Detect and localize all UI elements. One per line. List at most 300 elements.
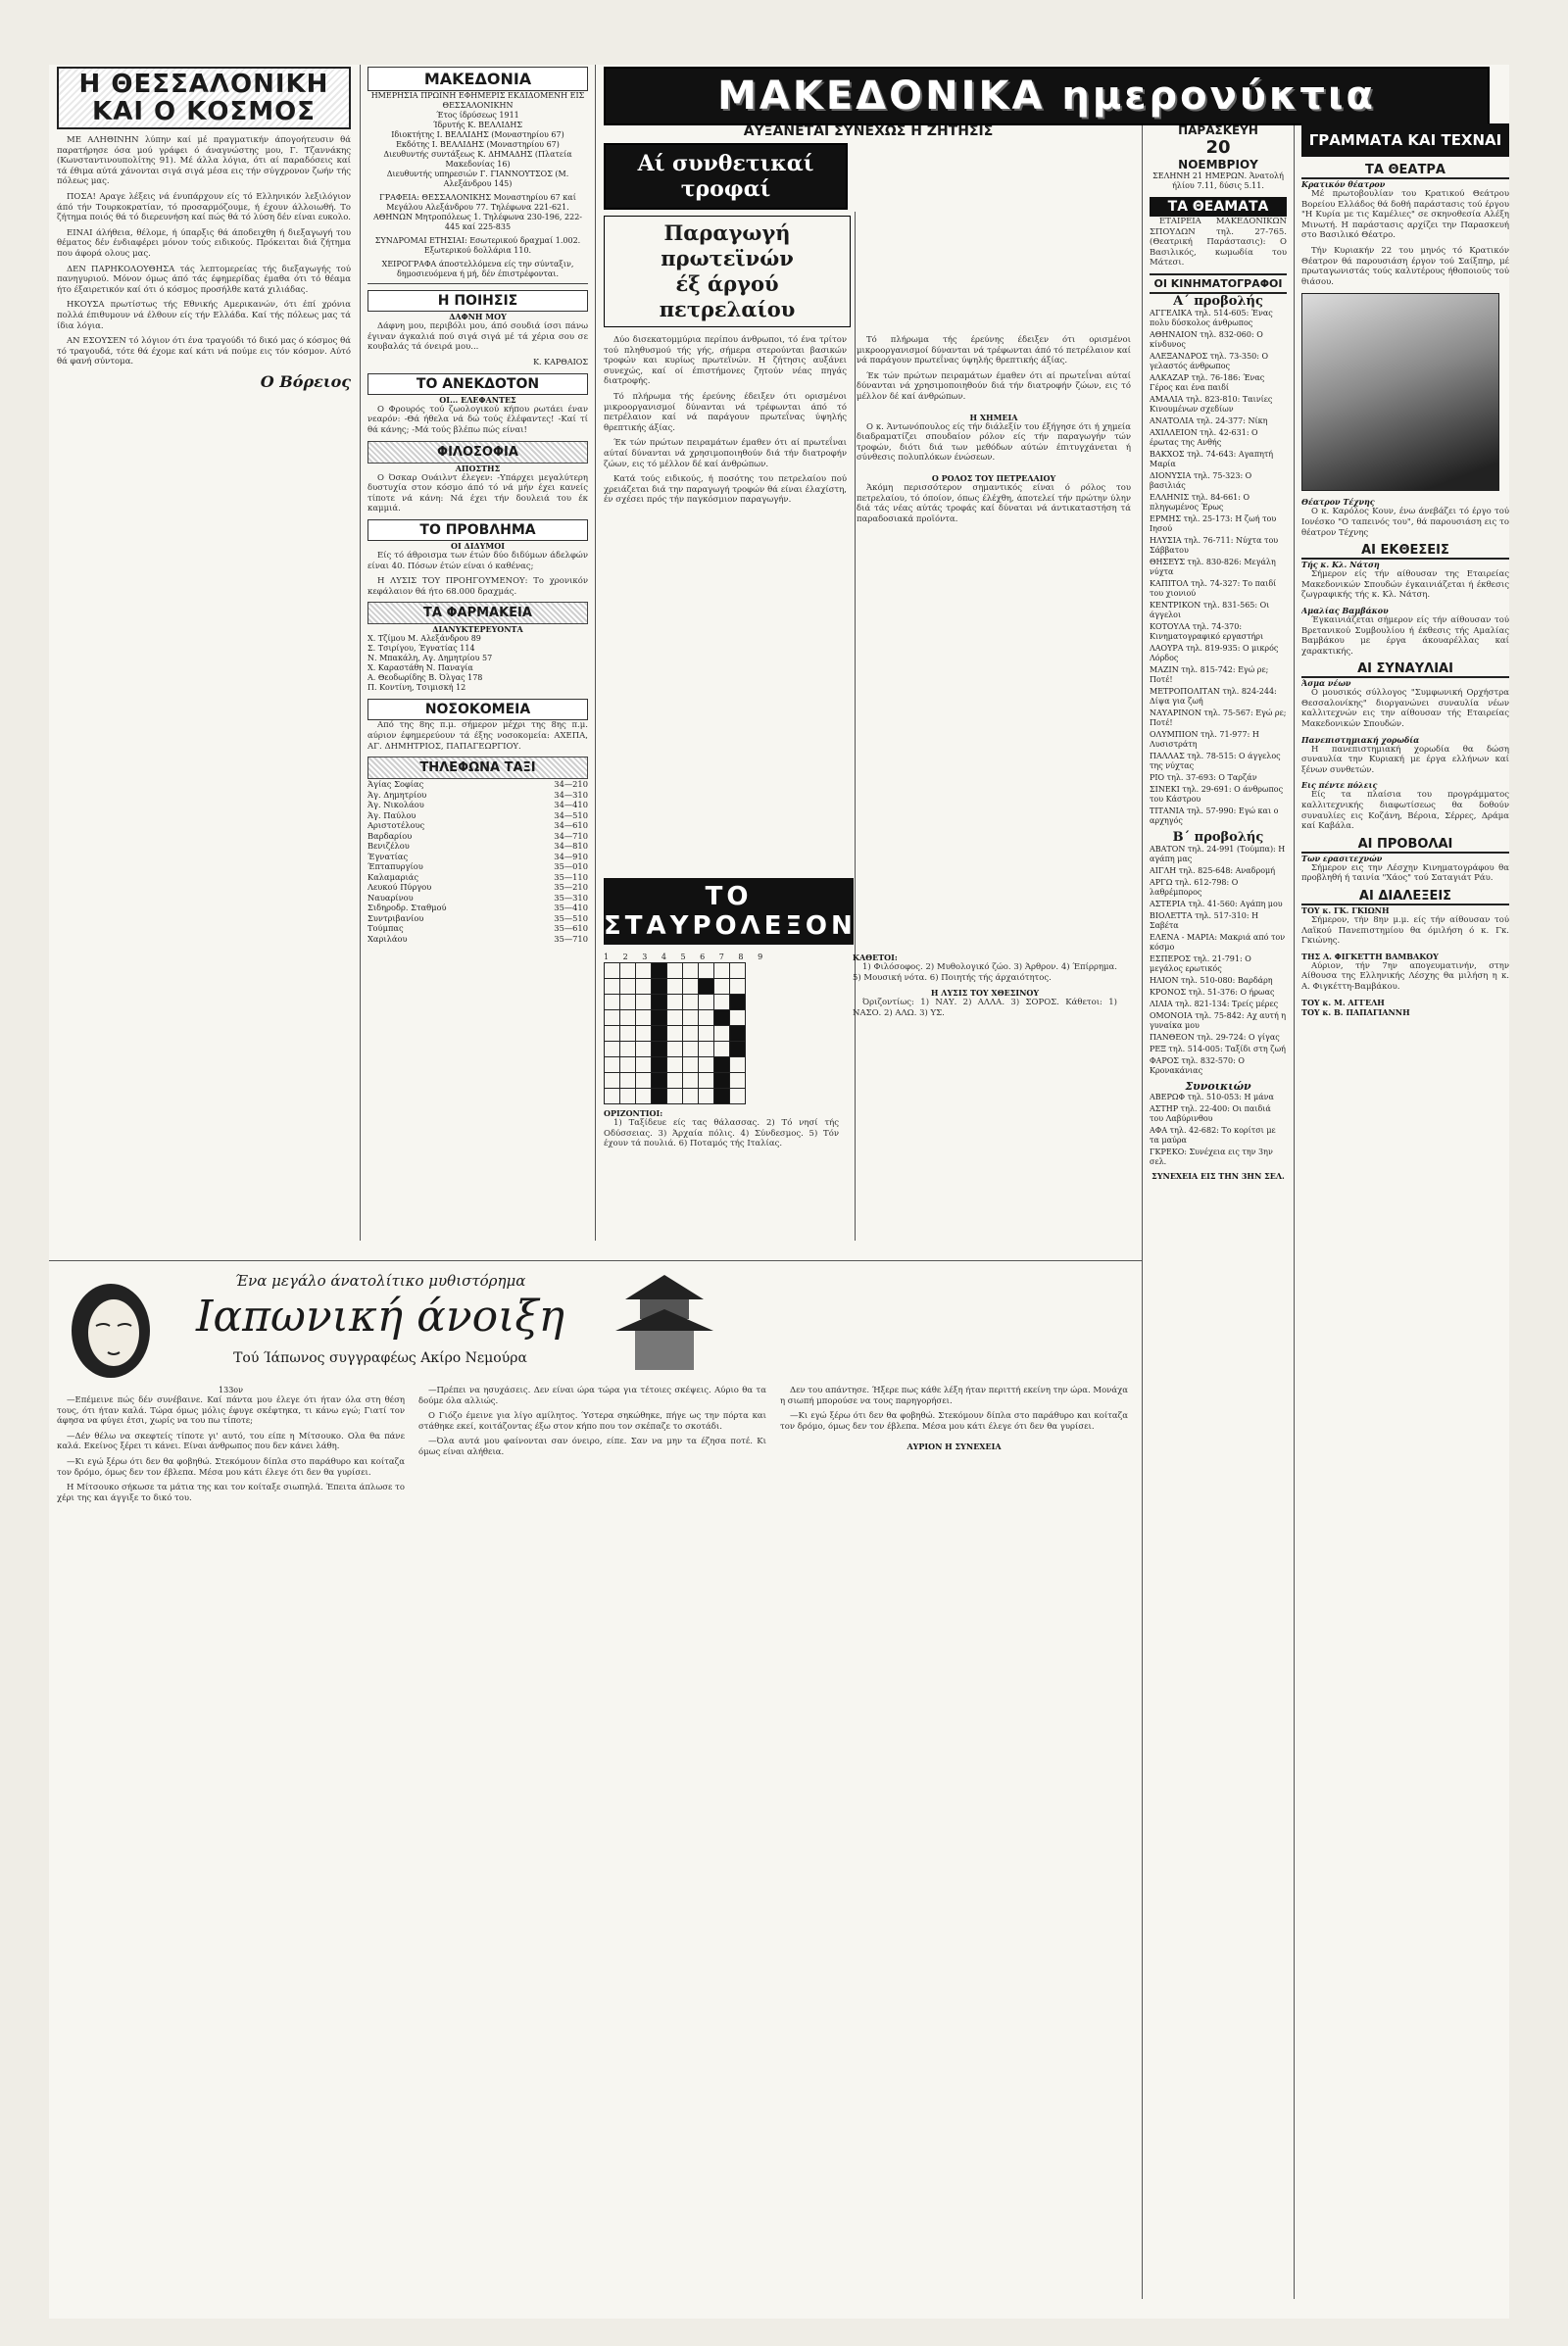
crossword-cell <box>667 995 683 1010</box>
cinema-item: ΑΡΓΩ τηλ. 612-798: Ο λαθρέμπορος <box>1150 877 1239 897</box>
hospitals-label: ΝΟΣΟΚΟΜΕΙΑ <box>368 699 588 720</box>
left-paragraph: ΔΕΝ ΠΑΡΗΚΟΛΟΥΘΗΣΑ τάς λεπτομερείας τής διεξαγωγής τού πανηγυριού. Μόνον όμως άπό τάς έφημερίδας έμαθα ότι τό θέαμα ήτο έξαιρετικόν καί ότι ό κόσμος προσήλθε κατά χιλιάδας. <box>57 264 351 295</box>
serial-heading: Ένα μεγάλο άνατολίτικο μυθιστόρημα <box>234 1272 526 1290</box>
cinema-list-b <box>1150 845 1287 1076</box>
cinema-item: ΕΛΛΗΝΙΣ τηλ. 84-661: Ο πληγωμένος Έρως <box>1150 492 1250 512</box>
cinema-list-suburbs <box>1150 1093 1287 1167</box>
left-intro: ΜΕ ΑΛΗΘΙΝΗΝ λύπην καί μέ πραγματικήν άπογοήτευσιν θά παρατήρησε όσα μού γράφει ό άναγνώστης μου, Γ. Τζαννάκης (Κωνσταντινουπολίτης 91). Μέ άλλα λόγια, ότι αί παραδόσεις καί τά έθιμα αύτά χάνονται σιγά σιγά μέσα εις τήν σύγχρονον ζωήν τής πόλεως μας. <box>57 135 351 187</box>
editor: Διευθυντής υπηρεσιών Γ. ΓΙΑΝΝΟΥΤΣΟΣ (Μ. Αλεξάνδρου 145) <box>386 170 569 188</box>
crossword-cell <box>714 1010 730 1026</box>
cinema-item: ΑΒΕΡΩΦ τηλ. 510-053: Η μάνα <box>1150 1092 1274 1101</box>
crossword-cell <box>652 1089 667 1104</box>
screenings-label: ΑΙ ΠΡΟΒΟΛΑΙ <box>1301 837 1509 854</box>
exhibitions-sub2: Αμαλίας Βαμβάκου <box>1301 605 1389 615</box>
cinema-item: ΑΒΑΤΟΝ τηλ. 24-991 (Τούμπα): Η αγάπη μας <box>1150 844 1286 863</box>
taxi-name: Άγίας Σοφίας <box>368 779 424 790</box>
taxi-number: 35—610 <box>554 923 588 934</box>
girl-portrait-icon <box>57 1272 165 1380</box>
taxi-name: Λευκού Πύργου <box>368 882 432 893</box>
cinema-item: ΡΕΞ τηλ. 514-005: Ταξίδι στη ζωή <box>1150 1044 1286 1053</box>
crossword-cell <box>605 979 620 995</box>
problem-answer: Η ΛΥΣΙΣ ΤΟΥ ΠΡΟΗΓΟΥΜΕΝΟΥ: Το χρονικόν κεφάλαιον θά ήτο 68.000 δραχμάς. <box>368 576 588 597</box>
problem-label: ΤΟ ΠΡΟΒΛΗΜΑ <box>368 519 588 541</box>
crossword-cell <box>667 1089 683 1104</box>
solution-label: Η ΛΥΣΙΣ ΤΟΥ ΧΘΕΣΙΝΟΥ <box>930 988 1040 999</box>
cinema-item: ΡΙΟ τηλ. 37-693: Ο Ταρζάν <box>1150 772 1257 782</box>
theatre-text: Τήν Κυριακήν 22 του μηνός τό Κρατικόν Θέατρον θά παρουσιάση έργον τού Σαίξπηρ, μέ πρωταγωνιστάς τούς καλυτέρους ήθοποιούς τού θιάσου. <box>1301 245 1509 287</box>
pharmacy-item: Χ. Τζίμου Μ. Αλεξάνδρου 89 <box>368 634 481 644</box>
poem: Δάφνη μου, περιβόλι μου, άπό σουδιά ίσσι πάνω έγιναν άγκαλιά πού σιγά σιγά μέ τά χέρια σου σε κουβαλάς τά όνειρά μου... <box>368 321 588 353</box>
crossword-cell <box>683 963 699 979</box>
taxi-name: Άγ. Παύλου <box>368 809 416 820</box>
crossword-cell <box>652 1026 667 1042</box>
chemistry-label: Η ΧΗΜΕΙΑ <box>969 412 1018 422</box>
crossword-cell <box>699 979 714 995</box>
theatre-text: Μέ πρωτοβουλίαν του Κρατικού Θεάτρου Βορείου Ελλάδος θά δοθή παράστασις τού έργου "Η Κυρία με τις Καμέλιες" σε σκηνοθεσία Αλέξη Μινωτή. Η παράστασις αρχίζει την Παρασκευή στο Βασιλικό Θέατρο. <box>1301 189 1509 241</box>
taxi-name: Άγ. Δημητρίου <box>368 789 427 800</box>
cinema-item: ΒΙΟΛΕΤΤΑ τηλ. 517-310: Η Σαβέτα <box>1150 910 1259 930</box>
screenings-text: Σήμερον εις την Λέσχην Κινηματογράφου θα προβληθή ή ταινία "Χάος" τού Σαταγιάτ Ράυ. <box>1301 862 1509 884</box>
serial-paragraph: —Κι εγώ ξέρω ότι δεν θα φοβηθώ. Στεκόμουν δίπλα στο παράθυρο και κοίταζα τον δρόμο, όμως δεν τον έβλεπα. Μέσα μου κάτι έλεγε ότι δεν θα γυρίσει. <box>780 1411 1128 1432</box>
crossword-cell <box>683 1089 699 1104</box>
publisher: Εκδότης Ι. ΒΕΛΛΙΔΗΣ (Μοναστηρίου 67) <box>396 140 560 149</box>
taxi-row <box>368 882 588 893</box>
director: Διευθυντής συντάξεως Κ. ΔΗΜΑΔΗΣ (Πλατεία Μακεδονίας 16) <box>383 150 572 169</box>
theatres-label: ΤΑ ΘΕΑΜΑΤΑ <box>1150 197 1287 217</box>
subscriptions: ΣΥΝΔΡΟΜΑΙ ΕΤΗΣΙΑΙ: Εσωτερικού δραχμαί 1.002. Εξωτερικού δολλάρια 110. <box>374 236 581 255</box>
taxi-name: Καλαμαριάς <box>368 871 419 882</box>
crossword-cell <box>667 1073 683 1089</box>
poetry-label: Η ΠΟΙΗΣΙΣ <box>368 290 588 312</box>
cinema-item: ΤΙΤΑΝΙΑ τηλ. 57-990: Εγώ και ο αρχηγός <box>1150 806 1279 825</box>
cinema-item: ΜΑΖΙΝ τηλ. 815-742: Εγώ ρε; Ποτέ! <box>1150 664 1269 684</box>
taxi-name: Έπταπυργίου <box>368 861 423 872</box>
theatre-label: ΤΑ ΘΕΑΤΡΑ <box>1301 163 1509 179</box>
crossword-cell <box>667 979 683 995</box>
crossword-cell <box>620 963 636 979</box>
taxi-row <box>368 810 588 821</box>
vertical-clues: 1) Φιλόσοφος. 2) Μυθολογικό ζώο. 3) Άρθρον. 4) Έπίρρημα. 5) Μουσική νότα. 6) Ποιητής τής άρχαιότητος. <box>853 962 1117 983</box>
taxi-row <box>368 841 588 852</box>
left-column <box>57 67 351 1252</box>
solution: Όριζοντίως: 1) ΝΑΥ. 2) ΑΛΛΑ. 3) ΣΟΡΟΣ. Κάθετοι: 1) ΝΑΣΟ. 2) ΑΛΩ. 3) ΥΣ. <box>853 998 1117 1018</box>
photo-caption: Ο κ. Καρόλος Κουν, ένω άνεβάζει τό έργο τού Ιονέσκο "Ο ταπεινός του", θά παρουσιάση εις το θέατρον Τέχνης <box>1301 507 1509 538</box>
taxi-row <box>368 872 588 883</box>
crossword-cell <box>636 1010 652 1026</box>
crossword-cell <box>652 1073 667 1089</box>
crossword-cell <box>636 1042 652 1057</box>
left-signature: Ο Βόρειος <box>260 371 351 391</box>
arts-column <box>1301 123 1509 2309</box>
date-box: ΠΑΡΑΣΚΕΥΗ 20 ΝΟΕΜΒΡΙΟΥ <box>1178 123 1258 171</box>
left-heading: Η ΘΕΣΣΑΛΟΝΙΚΗ ΚΑΙ Ο ΚΟΣΜΟΣ <box>57 67 351 129</box>
cinema-item: ΗΛΥΣΙΑ τηλ. 76-711: Νύχτα του Σάββατου <box>1150 535 1279 555</box>
crossword-cell <box>730 1089 746 1104</box>
taxi-row <box>368 934 588 945</box>
article-col-1 <box>604 335 847 529</box>
article-col-2 <box>857 335 1131 529</box>
oil-label: Ο ΡΟΛΟΣ ΤΟΥ ΠΕΤΡΕΛΑΙΟΥ <box>931 472 1056 483</box>
taxi-row <box>368 913 588 924</box>
horizontal-clues: 1) Ταξίδευε είς τας θάλασσας. 2) Τό νησί τής Οδύσσειας. 3) Άρχαία πόλις. 4) Σύνδεσμος. 5) Τόν έχουν τά πουλιά. 6) Ποταμός τής Ιταλίας. <box>604 1118 839 1149</box>
pharmacy-item: Π. Κοντίνη, Τσιμισκή 12 <box>368 683 466 693</box>
taxi-row <box>368 861 588 872</box>
crossword-cell <box>652 1042 667 1057</box>
serial-paragraph: Δεν του απάντησε. Ήξερε πως κάθε λέξη ήταν περιττή εκείνη την ώρα. Μονάχα η σιωπή μπορούσε να τους παρηγορήσει. <box>780 1386 1128 1406</box>
problem-title: ΟΙ ΔΙΔΥΜΟΙ <box>451 540 505 551</box>
crossword-cell <box>667 1042 683 1057</box>
crossword-cell <box>730 995 746 1010</box>
serial-paragraph: —Κι εγώ ξέρω ότι δεν θα φοβηθώ. Στεκόμουν δίπλα στο παράθυρο και κοίταζα τον δρόμο, όμως δεν τον έβλεπα. Μέσα μου κάτι έλεγε ότι δεν θα γυρίσει. <box>57 1456 405 1478</box>
taxi-name: Σιδηροδρ. Σταθμού <box>368 903 447 913</box>
taxi-row <box>368 790 588 801</box>
lectures-label: ΑΙ ΔΙΑΛΕΞΕΙΣ <box>1301 889 1509 905</box>
cinema-item: ΑΛΕΞΑΝΔΡΟΣ τηλ. 73-350: Ο γελαστός άνθρωπος <box>1150 351 1269 370</box>
anecdote-title: ΟΙ... ΕΛΕΦΑΝΤΕΣ <box>439 394 516 405</box>
cinema-item: ΜΕΤΡΟΠΟΛΙΤΑΝ τηλ. 824-244: Δίψα για ζωή <box>1150 686 1277 706</box>
cinema-item: ΚΡΟΝΟΣ τηλ. 51-376: Ο ήρωας <box>1150 987 1275 997</box>
crossword-cell <box>605 1042 620 1057</box>
taxi-row <box>368 820 588 831</box>
left-paragraph: ΠΟΣΑ! Αραγε λέξεις νά ένυπάρχουν είς τό Ελληνικόν λεξιλόγιον άπό τήν Τουρκοκρατίαν, τό προσαρμόζουμε, ή έχουν άλλοιωθή. Το ζήτημα ποιός θά τό διερευνήση καί πώς θά τό λύση δέν είναι ευκολο. <box>57 191 351 223</box>
serial-col-1 <box>57 1386 405 1508</box>
serial-novel <box>57 1268 1135 2312</box>
piano-sub: Πανεπιστημιακή χορωδία <box>1301 734 1420 745</box>
philosophy: Ο Όσκαρ Ουάιλντ έλεγεν: -Υπάρχει μεγαλύτερη δυστυχία στον κόσμο άπό τό νά μήν έχει κανείς τίποτε νά κάνη: Νά έχει τήν δουλειά του έκ καμμιά. <box>368 472 588 514</box>
paper-tag: ΗΜΕΡΗΣΙΑ ΠΡΩΙΝΗ ΕΦΗΜΕΡΙΣ ΕΚΔΙΔΟΜΕΝΗ ΕΙΣ ΘΕΣΣΑΛΟΝΙΚΗΝ <box>370 91 585 110</box>
crossword-cell <box>652 979 667 995</box>
article-paragraph: Δύο δισεκατομμύρια περίπου άνθρωποι, τό ένα τρίτον τού πληθυσμού τής γής, σήμερα στερούνται βασικών τροφών και κυρίως πρωτεϊνών. Η ζήτησις αυξάνει συνεχώς, καί οί έπιστήμονες ζητούν νέας πηγάς διατροφής. <box>604 335 847 387</box>
synthetic-title: Αί συνθετικαί τροφαί <box>604 143 848 210</box>
crossword-cell <box>730 979 746 995</box>
cinema-item: ΔΙΟΝΥΣΙΑ τηλ. 75-323: Ο βασιλιάς <box>1150 470 1252 490</box>
taxi-list <box>368 779 588 944</box>
theatre-sub: Κρατικόν θέατρον <box>1301 179 1386 189</box>
cinema-item: ΑΣΤΕΡΙΑ τηλ. 41-560: Αγάπη μου <box>1150 899 1283 908</box>
crossword-cell <box>683 995 699 1010</box>
poem-title: ΔΑΦΝΗ ΜΟΥ <box>449 312 507 321</box>
crossword-cell <box>620 1073 636 1089</box>
photo-label: Θέατρον Τέχνης <box>1301 497 1375 508</box>
listings-column <box>1150 123 1287 2309</box>
taxi-number: 34—710 <box>554 830 588 841</box>
serial-col-2 <box>418 1386 766 1508</box>
poem-author: Κ. ΚΑΡΘΑΙΟΣ <box>533 357 588 367</box>
pharmacies-label: ΤΑ ΦΑΡΜΑΚΕΙΑ <box>368 602 588 624</box>
crossword-cell <box>652 995 667 1010</box>
founded: Έτος ίδρύσεως 1911 <box>436 111 519 120</box>
crossword <box>604 878 1133 1250</box>
exhibitions-text: Σήμερον είς τήν αίθουσαν της Εταιρείας Μακεδονικών Σπουδών έγκαινιάζεται ή έκθεσις ζωγραφικής τής κ. Κλ. Νάτση. <box>1301 569 1509 601</box>
crossword-cell <box>730 1057 746 1073</box>
crossword-cell <box>636 1057 652 1073</box>
crossword-cell <box>620 1010 636 1026</box>
cinema-item: ΦΑΡΟΣ τηλ. 832-570: Ο Κρονακάνιας <box>1150 1055 1245 1075</box>
taxi-row <box>368 893 588 904</box>
cinema-item: ΑΛΚΑΖΑΡ τηλ. 76-186: Ένας Γέρος και ένα παιδί <box>1150 372 1265 392</box>
crossword-cell <box>683 1073 699 1089</box>
colophon-column <box>368 67 588 1252</box>
crossword-cell <box>605 1010 620 1026</box>
vertical-label: ΚΑΘΕΤΟΙ: <box>853 953 898 962</box>
taxi-number: 34—410 <box>554 800 588 810</box>
crossword-cell <box>699 995 714 1010</box>
philosophy-label: ΦΙΛΟΣΟΦΙΑ <box>368 441 588 464</box>
problem: Είς τό άθροισμα των έτών δύο διδύμων άδελφών είναι 40. Πόσων έτών είναι ό καθένας; <box>368 550 588 571</box>
first-run-label: Α΄ προβολής <box>1173 293 1263 309</box>
cinema-item: ΛΙΛΙΑ τηλ. 821-134: Τρείς μέρες <box>1150 999 1279 1008</box>
article-paragraph: Έκ τών πρώτων πειραμάτων έμαθεν ότι αί πρωτεΐναι αύταί δύνανται νά χρησιμοποιηθούν διά τήν διατροφήν ζώων, εις τό μέλλον δέ καί άνθρώπων. <box>857 370 1131 402</box>
crossword-cell <box>683 1010 699 1026</box>
cinema-item: ΗΛΙΟΝ τηλ. 510-080: Βαρδάρη <box>1150 975 1273 985</box>
hospitals: Από της 8ης π.μ. σήμερον μέχρι της 8ης π.μ. αύριον έφημερεύουν τά έξης νοσοκομεία: ΑΧΕΠΑ, ΑΓ. ΔΗΜΗΤΡΙΟΣ, ΠΑΠΑΓΕΩΡΓΙΟΥ. <box>368 720 588 752</box>
taxi-name: Άγ. Νικολάου <box>368 800 424 810</box>
crossword-cell <box>667 1026 683 1042</box>
founder: Ίδρυτής Κ. ΒΕΛΛΙΔΗΣ <box>432 121 523 129</box>
photo-karolos-koun <box>1301 293 1499 491</box>
article-paragraph: Τό πλήρωμα τής έρεύνης έδειξεν ότι ορισμένοι μικροοργανισμοί δύνανται νά τρέφωνται άπό τό πετρέλαιον καί νά παράγουν πρωτεΐνας ύψηλής θρεπτικής άξίας. <box>857 335 1131 367</box>
taxi-number: 35—510 <box>554 912 588 923</box>
crossword-cell <box>714 1042 730 1057</box>
cinema-item: ΑΣΤΗΡ τηλ. 22-400: Οι παιδιά του Λαβύρινθου <box>1150 1103 1271 1123</box>
taxi-name: Βενιζέλου <box>368 841 410 852</box>
crossword-cell <box>636 1073 652 1089</box>
pharmacies-sub: ΔΙΑΝΥΚΤΕΡΕΥΟΝΤΑ <box>432 624 523 635</box>
crossword-cell <box>605 1089 620 1104</box>
pharmacies-list <box>368 634 588 693</box>
cinema-item: ΘΗΣΕΥΣ τηλ. 830-826: Μεγάλη νύχτα <box>1150 557 1276 576</box>
crossword-cell <box>714 963 730 979</box>
two-sub: Εις πέντε πόλεις <box>1301 780 1378 791</box>
episode: 133ον <box>219 1386 243 1394</box>
crossword-clues <box>853 953 1117 1154</box>
assemblies-sub: Άσμα νέων <box>1301 678 1351 689</box>
cinema-item: ΠΑΝΘΕΟΝ τηλ. 29-724: Ο γίγας <box>1150 1032 1280 1042</box>
serial-next: ΑΥΡΙΟΝ Η ΣΥΝΕΧΕΙΑ <box>906 1442 1002 1452</box>
pharmacy-item: Α. Θεοδωρίδης Β. Όλγας 178 <box>368 673 483 683</box>
crossword-cell <box>620 979 636 995</box>
cinema-item: ΚΟΤΟΥΛΑ τηλ. 74-370: Κινηματογραφικό εργαστήρι <box>1150 621 1264 641</box>
anecdote-label: ΤΟ ΑΝΕΚΔΟΤΟΝ <box>368 373 588 395</box>
crossword-numbers: 1 2 3 4 5 6 7 8 9 <box>604 953 769 961</box>
cinema-item: ΓΚΡΕΚΟ: Συνέχεια εις την 3ην σελ. <box>1150 1147 1273 1166</box>
serial-title: Ιαπωνική άνοιξη <box>196 1292 564 1342</box>
lectures-sub: ΤΟΥ κ. ΓΚ. ΓΚΙΩΝΗ <box>1301 905 1390 915</box>
left-paragraph: ΑΝ ΕΣΟΥΣΕΝ τό λόγιον ότι ένα τραγούδι τό δικό μας ό κόσμος θά τό τραγουδά, τότε θά έχομε καί κάτι νά πούμε εις τόν κόσμον. Αύτό θά φανή σύντομα. <box>57 336 351 367</box>
cinema-item: ΑΓΓΕΛΙΚΑ τηλ. 514-605: Ένας πολυ δύσκολος άνθρωπος <box>1150 308 1273 327</box>
crossword-grid <box>604 962 746 1104</box>
taxi-number: 35—310 <box>554 892 588 903</box>
masthead-subhead: ΑΥΞΑΝΕΤΑΙ ΣΥΝΕΧΩΣ Η ΖΗΤΗΣΙΣ <box>743 123 994 139</box>
cinema-item: ΑΙΓΛΗ τηλ. 825-648: Αναδρομή <box>1150 865 1276 875</box>
crossword-cell <box>652 963 667 979</box>
pharmacy-item: Ν. Μπακάλη, Αγ. Δημητρίου 57 <box>368 654 493 663</box>
crossword-cell <box>636 1089 652 1104</box>
offices: ΓΡΑΦΕΙΑ: ΘΕΣΣΑΛΟΝΙΚΗΣ Μοναστηρίου 67 καί Μεγάλου Αλεξάνδρου 77. Τηλέφωνα 221-621. ΑΘΗΝΩΝ Μητροπόλεως 1. Τηλέφωνα 230-196, 222-445 καί 225-835 <box>372 193 582 231</box>
crossword-cell <box>652 1010 667 1026</box>
taxi-row <box>368 800 588 810</box>
crossword-cell <box>620 1089 636 1104</box>
assemblies-label: ΑΙ ΣΥΝΑΥΛΙΑΙ <box>1301 661 1509 678</box>
crossword-cell <box>683 979 699 995</box>
crossword-cell <box>667 963 683 979</box>
exhibitions-sub: Τής κ. Κλ. Νάτση <box>1301 560 1380 570</box>
taxi-number: 34—310 <box>554 789 588 800</box>
taxi-name: Βαρδαρίου <box>368 830 413 841</box>
exhibitions-text2: Έγκαινιάζεται σήμερον είς τήν αίθουσαν τού Βρετανικού Συμβουλίου ή έκθεσις τής Αμαλίας Βαμβάκου με έργα άκουαρέλλας καί χαρακτικής. <box>1301 614 1509 657</box>
serial-body <box>57 1386 1135 1508</box>
taxi-name: Συντριβανίου <box>368 912 424 923</box>
exhibitions-label: ΑΙ ΕΚΘΕΣΕΙΣ <box>1301 543 1509 560</box>
crossword-cell <box>667 1010 683 1026</box>
newspaper-page <box>49 65 1509 2319</box>
taxi-name: Χαριλάου <box>368 933 408 944</box>
masthead <box>604 67 1490 125</box>
cinema-item: ΟΛΥΜΠΙΟΝ τηλ. 71-977: Η Λυσιστράτη <box>1150 729 1259 749</box>
cinema-item: ΑΘΗΝΑΙΟΝ τηλ. 832-060: Ο κίνδυνος <box>1150 329 1263 349</box>
date-note: ΣΕΛΗΝΗ 21 ΗΜΕΡΩΝ. Άνατολή ήλίου 7.11, δύσις 5.11. <box>1152 171 1284 190</box>
serial-author: Τού Ίάπωνος συγγραφέως Ακίρο Νεμούρα <box>233 1350 527 1366</box>
crossword-cell <box>605 963 620 979</box>
crossword-cell <box>714 979 730 995</box>
crossword-cell <box>605 1026 620 1042</box>
taxi-number: 34—610 <box>554 820 588 831</box>
crossword-cell <box>699 1026 714 1042</box>
lectures-sub: ΤΟΥ κ. Μ. ΑΓΓΕΛΗ <box>1301 997 1385 1007</box>
oil: Άκόμη περισσότερον σημαντικός είναι ό ρόλος του πετρελαίου, τό όποίον, όπως έλέχθη, άποτελεί τήν πρώτην ύλην διά τάς νέας αύτάς τροφάς καί δύναται νά άντικαταστήση τά παραδοσιακά προϊόντα. <box>857 482 1131 524</box>
serial-paragraph: —Επέμεινε πώς δέν συνέβαινε. Καί πάντα μου έλεγε ότι ήταν όλα στη θέση τους, ότι ήταν καλά. Τώρα όμως μόλις έφυγε σκέφτηκα, τι κάνω εγώ; Γιατί τον άφησα να φύγει έτσι, χωρίς να του πω τίποτε; <box>57 1395 405 1427</box>
serial-paragraph: Η Μίτσουκο σήκωσε τα μάτια της και τον κοίταξε σιωπηλά. Έπειτα άπλωσε το χέρι της και άγγιξε το δικό του. <box>57 1483 405 1503</box>
crossword-cell <box>636 963 652 979</box>
serial-paragraph: —Δέν θέλω να σκεφτείς τίποτε γι' αυτό, του είπε η Μίτσουκο. Ολα θα πάνε καλά. Εκείνος ξέρει τι κάνει. Είναι άνθρωπος που δεν κάνει λάθη. <box>57 1431 405 1452</box>
crossword-cell <box>683 1026 699 1042</box>
piano-text: Η πανεπιστημιακή χορωδία θα δώση συναυλία την Κυριακή με έργα ελλήνων καί ξένων συνθετών. <box>1301 744 1509 775</box>
serial-paragraph: Ο Γιόζο έμεινε για λίγο αμίλητος. Ύστερα σηκώθηκε, πήγε ως την πόρτα και στάθηκε εκεί, κοιτάζοντας έξω στον κήπο που τον σκέπαζε το σκοτάδι. <box>418 1411 766 1432</box>
crossword-cell <box>683 1057 699 1073</box>
taxi-number: 34—810 <box>554 841 588 852</box>
crossword-cell <box>699 1042 714 1057</box>
cinema-item: ΑΦΑ τηλ. 42-682: Το κορίτσι με τα μαύρα <box>1150 1125 1276 1145</box>
crossword-cell <box>699 1073 714 1089</box>
taxi-number: 34—910 <box>554 851 588 861</box>
article-paragraph: Κατά τούς ειδικούς, ή ποσότης του πετρελαίου πού χρειάζεται διά την παραγωγή τροφών θά είναι έλαχίστη, έν σχέσει πρός τήν παγκόσμιον παραγωγήν. <box>604 474 847 506</box>
lectures-text: Αύριον, τήν 7ην απογευματινήν, στην Αίθουσα της Ελληνικής Λέσχης θα μιλήση η κ. Α. Φιγκέττη-Βαμβάκου. <box>1301 960 1509 992</box>
taxi-number: 35—210 <box>554 882 588 893</box>
crossword-cell <box>730 1026 746 1042</box>
taxi-name: Αριστοτέλους <box>368 820 425 831</box>
crossword-cell <box>605 1073 620 1089</box>
manuscripts: ΧΕΙΡΟΓΡΑΦΑ άποστελλόμενα είς την σύνταξιν, δημοσιευόμενα ή μή, δέν έπιστρέφονται. <box>368 260 588 284</box>
lectures-text: Σήμερον, τήν 8ην μ.μ. είς τήν αίθουσαν τού Λαϊκού Πανεπιστημίου θα όμιλήση ό κ. Γκ. Γκιώνης. <box>1301 915 1509 947</box>
cinema-item: ΛΑΟΥΡΑ τηλ. 819-935: Ο μικρός Λόρδος <box>1150 643 1279 662</box>
crossword-cell <box>620 1026 636 1042</box>
cinema-item: ΣΙΝΕΚΙ τηλ. 29-691: Ο άνθρωπος του Κάστρου <box>1150 784 1284 804</box>
cinema-item: ΒΑΚΧΟΣ τηλ. 74-643: Αγαπητή Μαρία <box>1150 449 1274 468</box>
cinema-item: ΕΛΕΝΑ - ΜΑΡΙΑ: Μακριά από τον κόσμο <box>1150 932 1286 952</box>
taxi-row <box>368 852 588 862</box>
philosophy-title: ΑΠΟΣΤΗΣ <box>455 463 501 473</box>
serial-paragraph: —Όλα αυτά μου φαίνονται σαν όνειρο, είπε. Σαν να μην τα έζησα ποτέ. Κι όμως είναι αλήθεια. <box>418 1437 766 1457</box>
masthead-title: ΜΑΚΕΔΟΝΙΚΑ ημερονύκτια <box>717 73 1376 119</box>
crossword-cell <box>620 1042 636 1057</box>
taxi-name: Τούμπας <box>368 923 404 934</box>
crossword-cell <box>730 1010 746 1026</box>
crossword-cell <box>714 1073 730 1089</box>
crossword-cell <box>605 1057 620 1073</box>
anecdote: Ο Φρουρός τού ζωολογικού κήπου ρωτάει έναν νεαρόν: -Θά ήθελα νά δώ τούς έλέφαντες! -Καί τί θά κάνης; -Μά τούς βλέπω πώς είναι! <box>368 404 588 435</box>
lectures-sub: ΤΟΥ κ. Β. ΠΑΠΑΓΙΑΝΝΗ <box>1301 1006 1410 1017</box>
suburbs-label: Συνοικιών <box>1185 1079 1251 1093</box>
cinema-item: ΟΜΟΝΟΙΑ τηλ. 75-842: Αχ αυτή η γυναίκα μου <box>1150 1010 1287 1030</box>
taxi-number: 35—010 <box>554 861 588 872</box>
cinemas-label: ΟΙ ΚΙΝΗΜΑΤΟΓΡΑΦΟΙ <box>1150 273 1287 294</box>
crossword-label: ΤΟ ΣΤΑΥΡΟΛΕΞΟΝ <box>604 878 854 945</box>
cinema-item: ΠΑΛΛΑΣ τηλ. 78-515: Ο άγγελος της νύχτας <box>1150 751 1281 770</box>
horizontal-label: ΟΡΙΖΟΝΤΙΟΙ: <box>604 1108 663 1118</box>
chemistry: Ο κ. Άντωνόπουλος είς τήν διάλεξίν του έξήγησε ότι ή χημεία διαδραματίζει σπουδαίον ρόλον είς τήν παραγωγήν τών τροφών, διότι διά των μεθόδων αύτών έπιτυγχάνεται ή σύνθεσις πολυπλόκων ένώσεων. <box>857 421 1131 464</box>
theatres-head: ΕΤΑΙΡΕΙΑ ΜΑΚΕΔΟΝΙΚΩΝ ΣΠΟΥΔΩΝ τηλ. 27-765. (Θεατρική Παράστασις): Ο Βασιλικός, κωμωδία του Μάτεσι. <box>1150 217 1287 269</box>
production-title: Παραγωγή πρωτεϊνών έξ άργού πετρελαίου <box>604 216 851 327</box>
pagoda-icon <box>606 1270 723 1378</box>
taxi-row <box>368 903 588 913</box>
crossword-cell <box>714 1057 730 1073</box>
pharmacy-item: Χ. Καραστάθη Ν. Παναγία <box>368 663 473 673</box>
crossword-cell <box>652 1057 667 1073</box>
cinema-item: ΕΣΠΕΡΟΣ τηλ. 21-791: Ο μεγάλος ερωτικός <box>1150 953 1251 973</box>
serial-col-3 <box>780 1386 1128 1508</box>
taxi-row <box>368 831 588 842</box>
crossword-cell <box>699 963 714 979</box>
crossword-cell <box>683 1042 699 1057</box>
cinema-item: ΑΧΙΛΛΕΙΟΝ τηλ. 42-631: Ο έρωτας της Ανθής <box>1150 427 1258 447</box>
article-paragraph: Τό πλήρωμα τής έρεύνης έδειξεν ότι ορισμένοι μικροοργανισμοί δύνανται νά τρέφωνται άπό τό πετρέλαιον καί νά παράγουν πρωτεΐνας ύψηλής θρεπτικής άξίας. <box>604 391 847 433</box>
paper-name: ΜΑΚΕΔΟΝΙΑ <box>368 67 588 91</box>
serial-header <box>57 1268 1135 1386</box>
crossword-cell <box>730 1042 746 1057</box>
owner: Ιδιοκτήτης Ι. ΒΕΛΛΙΔΗΣ (Μοναστηρίου 67) <box>391 130 564 139</box>
arts-title: ΓΡΑΜΜΑΤΑ ΚΑΙ ΤΕΧΝΑΙ <box>1301 123 1509 157</box>
crossword-cell <box>620 1057 636 1073</box>
taxi-name: Έγνατίας <box>368 851 409 861</box>
taxi-label: ΤΗΛΕΦΩΝΑ ΤΑΞΙ <box>368 757 588 779</box>
crossword-cell <box>699 1057 714 1073</box>
serial-paragraph: —Πρέπει να ησυχάσεις. Δεν είναι ώρα τώρα για τέτοιες σκέψεις. Αύριο θα τα δούμε όλα αλλιώς. <box>418 1386 766 1406</box>
crossword-cell <box>605 995 620 1010</box>
taxi-number: 34—210 <box>554 779 588 790</box>
article-paragraph: Έκ τών πρώτων πειραμάτων έμαθεν ότι αί πρωτεΐναι αύταί δύνανται νά χρησιμοποιηθούν διά τήν διατροφήν ζώων, εις τό μέλλον δέ καί άνθρώπων. <box>604 438 847 469</box>
crossword-cell <box>714 1026 730 1042</box>
second-run-label: Β΄ προβολής <box>1172 829 1264 845</box>
taxi-number: 34—510 <box>554 809 588 820</box>
lectures-sub: ΤΗΣ Α. ΦΙΓΚΕΤΤΗ ΒΑΜΒΑΚΟΥ <box>1301 951 1439 961</box>
taxi-row <box>368 923 588 934</box>
cinema-item: ΑΜΑΛΙΑ τηλ. 823-810: Ταινίες Κινουμένων σχεδίων <box>1150 394 1273 414</box>
crossword-cell <box>667 1057 683 1073</box>
cinema-item: ΕΡΜΗΣ τηλ. 25-173: Η ζωή του Ιησού <box>1150 513 1277 533</box>
crossword-cell <box>699 1089 714 1104</box>
crossword-cell <box>714 1089 730 1104</box>
pharmacy-item: Σ. Τσιρίγου, Έγνατίας 114 <box>368 644 475 654</box>
cinema-item: ΚΑΠΙΤΟΛ τηλ. 74-327: Το παιδί του χιονιού <box>1150 578 1277 598</box>
taxi-number: 35—710 <box>554 933 588 944</box>
left-paragraph: ΕΙΝΑΙ άλήθεια, θέλομε, ή ύπαρξις θά άποδειχθη ή διεξαγωγή του θέματος δέν ένδιαφέρει μόνον τούς ειδικούς. Πρόκειται διά ζήτημα που άφορά ολους μας. <box>57 227 351 259</box>
cinema-list-a <box>1150 309 1287 826</box>
crossword-cell <box>714 995 730 1010</box>
crossword-cell <box>636 979 652 995</box>
crossword-cell <box>730 1073 746 1089</box>
crossword-cell <box>730 963 746 979</box>
taxi-row <box>368 779 588 790</box>
